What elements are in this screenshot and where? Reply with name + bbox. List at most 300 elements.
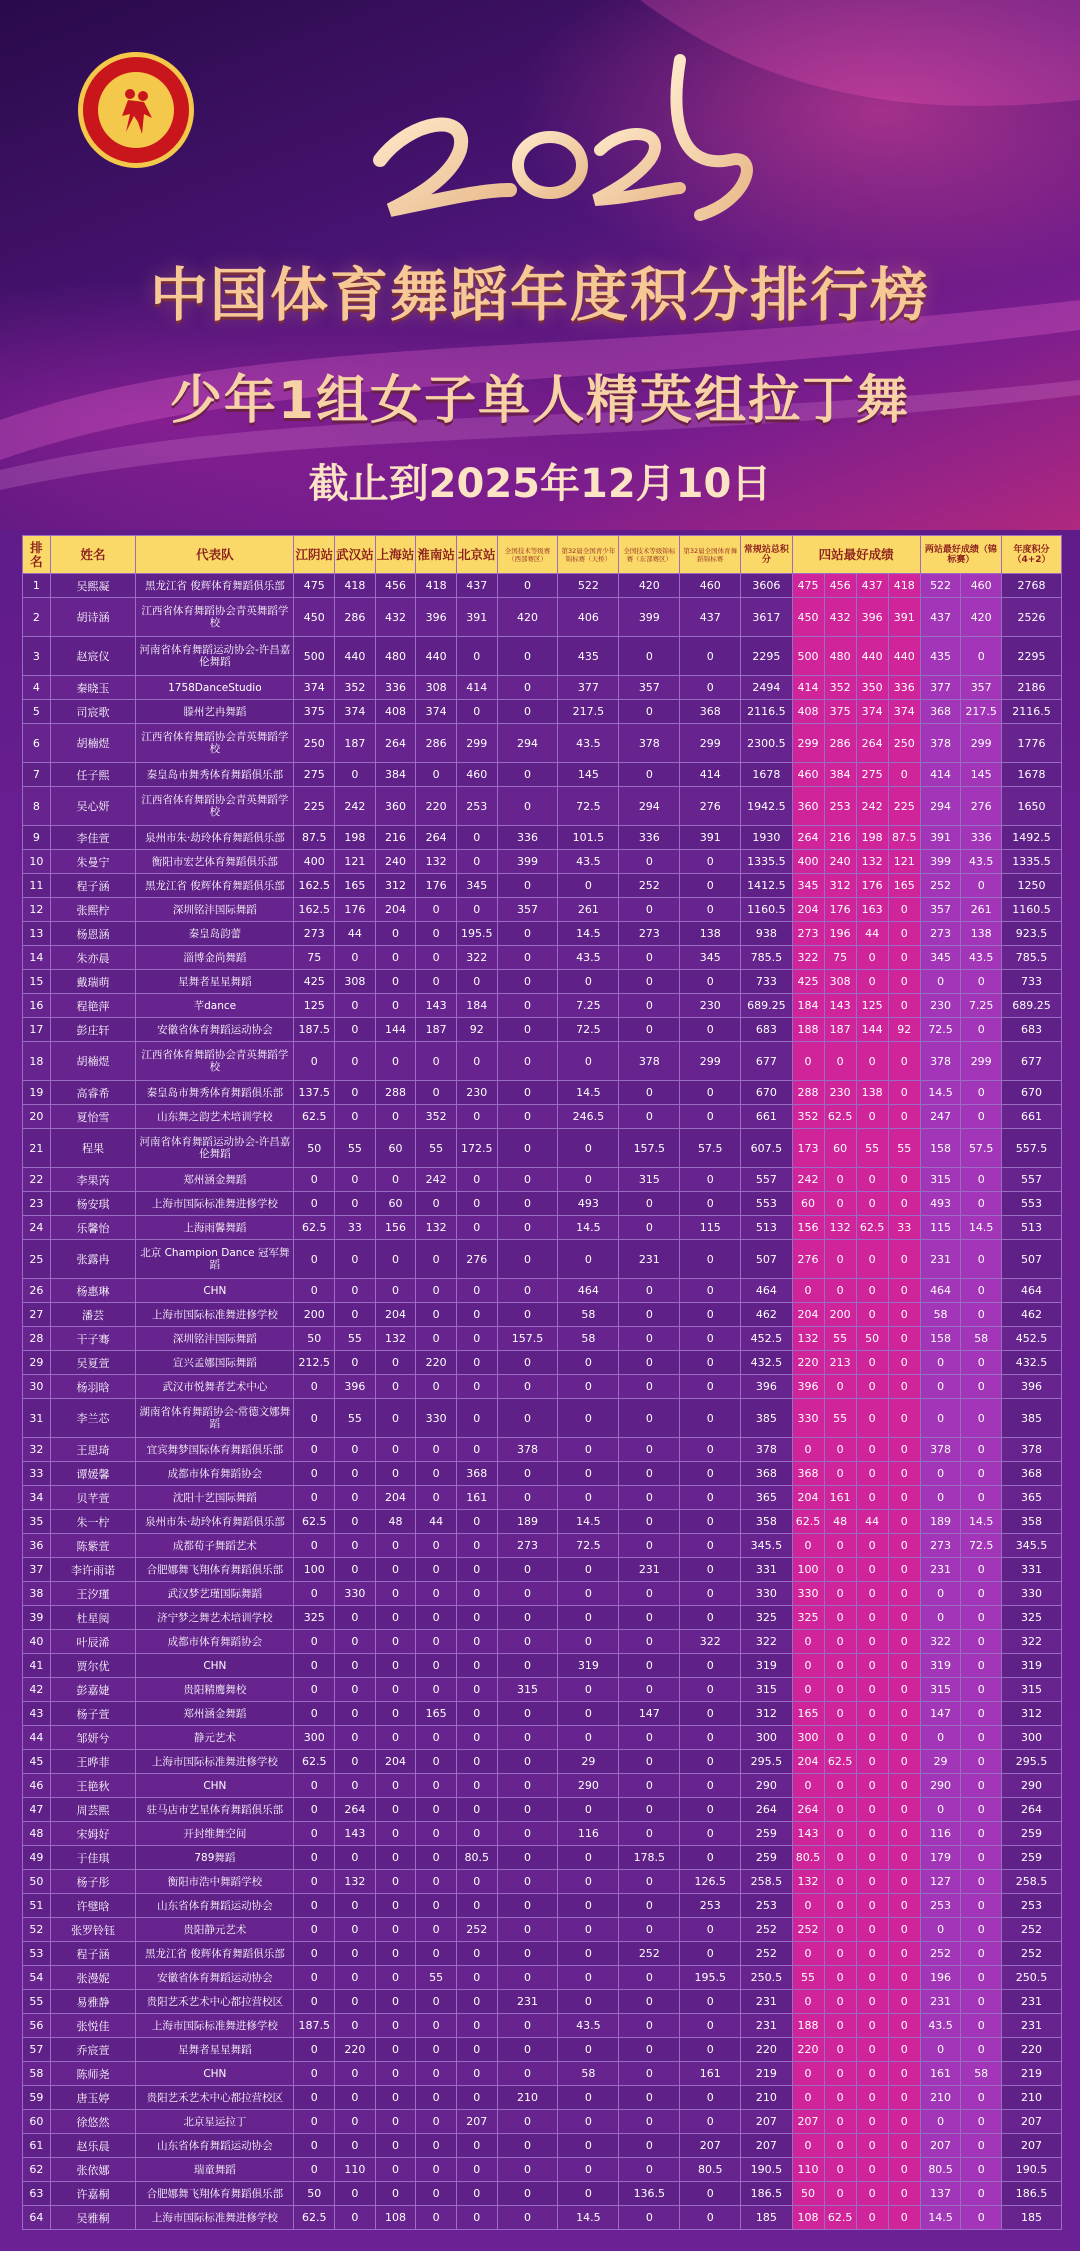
table-cell: 0 — [375, 1990, 416, 2014]
table-row — [23, 700, 1062, 724]
best-four-cell: 62.5 — [824, 1105, 856, 1129]
table-cell: 0 — [416, 1438, 457, 1462]
main-title: 中国体育舞蹈年度积分排行榜 — [149, 261, 930, 329]
table-cell: 0 — [680, 1726, 741, 1750]
table-cell: 0 — [416, 946, 457, 970]
best-four-cell: 60 — [792, 1192, 824, 1216]
best-four-cell: 0 — [792, 1990, 824, 2014]
best-four-cell: 0 — [888, 1630, 920, 1654]
table-cell: 0 — [497, 1462, 558, 1486]
best-four-cell: 0 — [824, 2134, 856, 2158]
table-cell: 2300.5 — [741, 724, 792, 763]
table-cell: 0 — [497, 1942, 558, 1966]
table-cell: 0 — [294, 1918, 335, 1942]
table-cell: 522 — [558, 574, 619, 598]
best-four-cell: 345 — [792, 874, 824, 898]
best-four-cell: 0 — [856, 1240, 888, 1279]
table-cell: 0 — [416, 1942, 457, 1966]
best-four-cell: 0 — [824, 1942, 856, 1966]
best-four-cell: 0 — [888, 1534, 920, 1558]
table-cell: 0 — [497, 1630, 558, 1654]
rank-cell: 27 — [23, 1303, 51, 1327]
best-four-cell: 204 — [792, 1750, 824, 1774]
table-row — [23, 1558, 1062, 1582]
best-four-cell: 440 — [856, 637, 888, 676]
table-cell: 0 — [294, 1846, 335, 1870]
team-cell: 上海市国际标准舞进修学校 — [136, 1192, 294, 1216]
table-cell: 176 — [416, 874, 457, 898]
table-cell: 480 — [375, 637, 416, 676]
table-cell: 0 — [335, 1303, 376, 1327]
table-cell: 0 — [456, 2086, 497, 2110]
table-cell: 0 — [619, 1375, 680, 1399]
best-two-cell: 357 — [920, 898, 961, 922]
best-two-cell: 0 — [961, 1081, 1002, 1105]
team-cell: CHN — [136, 2062, 294, 2086]
table-cell: 0 — [335, 1750, 376, 1774]
best-four-cell: 0 — [856, 2110, 888, 2134]
team-cell: CHN — [136, 1279, 294, 1303]
table-cell: 0 — [375, 1399, 416, 1438]
name-cell: 吴夏萱 — [50, 1351, 136, 1375]
best-two-cell: 252 — [920, 1942, 961, 1966]
table-cell: 14.5 — [558, 922, 619, 946]
best-four-cell: 264 — [792, 1798, 824, 1822]
table-cell: 0 — [497, 1726, 558, 1750]
table-cell: 0 — [335, 1774, 376, 1798]
best-two-cell: 0 — [961, 2110, 1002, 2134]
annual-score-cell: 378 — [1002, 1438, 1062, 1462]
table-cell: 336 — [619, 826, 680, 850]
table-cell: 0 — [497, 1654, 558, 1678]
best-four-cell: 230 — [824, 1081, 856, 1105]
team-cell: 芊dance — [136, 994, 294, 1018]
name-cell: 于佳琪 — [50, 1846, 136, 1870]
rank-cell: 19 — [23, 1081, 51, 1105]
annual-score-cell: 322 — [1002, 1630, 1062, 1654]
best-four-cell: 0 — [888, 1726, 920, 1750]
table-cell: 286 — [335, 598, 376, 637]
name-cell: 唐玉婷 — [50, 2086, 136, 2110]
table-cell: 7.25 — [558, 994, 619, 1018]
best-four-cell: 0 — [856, 1192, 888, 1216]
rank-cell: 34 — [23, 1486, 51, 1510]
table-cell: 276 — [680, 787, 741, 826]
best-two-cell: 161 — [920, 2062, 961, 2086]
table-cell: 0 — [294, 1486, 335, 1510]
best-four-cell: 204 — [792, 1303, 824, 1327]
annual-score-cell: 507 — [1002, 1240, 1062, 1279]
best-four-cell: 163 — [856, 898, 888, 922]
annual-score-cell: 462 — [1002, 1303, 1062, 1327]
table-cell: 374 — [335, 700, 376, 724]
table-cell: 352 — [335, 676, 376, 700]
best-four-cell: 0 — [856, 1678, 888, 1702]
table-row — [23, 1168, 1062, 1192]
table-cell: 157.5 — [497, 1327, 558, 1351]
annual-score-cell: 2295 — [1002, 637, 1062, 676]
table-row — [23, 676, 1062, 700]
rank-cell: 5 — [23, 700, 51, 724]
best-four-cell: 0 — [824, 1726, 856, 1750]
best-four-cell: 213 — [824, 1351, 856, 1375]
table-cell: 464 — [558, 1279, 619, 1303]
annual-score-cell: 253 — [1002, 1894, 1062, 1918]
annual-score-cell: 1492.5 — [1002, 826, 1062, 850]
table-cell: 0 — [497, 2134, 558, 2158]
table-cell: 0 — [375, 2086, 416, 2110]
best-two-cell: 315 — [920, 1678, 961, 1702]
table-cell: 0 — [294, 2134, 335, 2158]
table-cell: 345 — [456, 874, 497, 898]
table-cell: 0 — [456, 826, 497, 850]
annual-score-cell: 252 — [1002, 1918, 1062, 1942]
col-name: 姓名 — [50, 536, 136, 574]
best-four-cell: 0 — [888, 1942, 920, 1966]
best-four-cell: 0 — [824, 2062, 856, 2086]
team-cell: 秦皇岛市舞秀体育舞蹈俱乐部 — [136, 763, 294, 787]
team-cell: 北京 Champion Dance 冠军舞蹈 — [136, 1240, 294, 1279]
table-cell: 408 — [375, 700, 416, 724]
team-cell: 衡阳市浩中舞蹈学校 — [136, 1870, 294, 1894]
name-cell: 徐悠然 — [50, 2110, 136, 2134]
best-two-cell: 231 — [920, 1240, 961, 1279]
table-cell: 0 — [375, 1351, 416, 1375]
best-two-cell: 391 — [920, 826, 961, 850]
best-four-cell: 308 — [824, 970, 856, 994]
best-four-cell: 0 — [856, 1774, 888, 1798]
best-four-cell: 0 — [824, 1774, 856, 1798]
best-two-cell: 0 — [961, 2014, 1002, 2038]
best-four-cell: 0 — [856, 1702, 888, 1726]
table-cell: 185 — [741, 2206, 792, 2230]
best-four-cell: 368 — [792, 1462, 824, 1486]
table-cell: 186.5 — [741, 2182, 792, 2206]
best-four-cell: 138 — [856, 1081, 888, 1105]
table-cell: 0 — [456, 1798, 497, 1822]
table-cell: 0 — [619, 1399, 680, 1438]
table-row — [23, 574, 1062, 598]
table-cell: 435 — [558, 637, 619, 676]
table-cell: 207 — [456, 2110, 497, 2134]
table-cell: 55 — [416, 1129, 457, 1168]
table-cell: 312 — [741, 1702, 792, 1726]
table-cell: 0 — [294, 2158, 335, 2182]
rank-cell: 43 — [23, 1702, 51, 1726]
best-four-cell: 0 — [856, 1042, 888, 1081]
table-cell: 0 — [335, 2134, 376, 2158]
table-cell: 0 — [375, 1846, 416, 1870]
best-four-cell: 0 — [856, 970, 888, 994]
table-cell: 0 — [335, 946, 376, 970]
team-cell: 沈阳十艺国际舞蹈 — [136, 1486, 294, 1510]
table-cell: 0 — [416, 2110, 457, 2134]
table-cell: 0 — [375, 2038, 416, 2062]
table-cell: 212.5 — [294, 1351, 335, 1375]
table-cell: 0 — [456, 970, 497, 994]
table-row — [23, 2158, 1062, 2182]
table-cell: 0 — [294, 1438, 335, 1462]
team-cell: 成都市体育舞蹈协会 — [136, 1630, 294, 1654]
table-row — [23, 994, 1062, 1018]
best-two-cell: 0 — [961, 1279, 1002, 1303]
best-four-cell: 200 — [824, 1303, 856, 1327]
table-cell: 0 — [416, 2182, 457, 2206]
table-cell: 0 — [680, 1279, 741, 1303]
best-four-cell: 384 — [824, 763, 856, 787]
table-cell: 661 — [741, 1105, 792, 1129]
best-two-cell: 0 — [920, 1606, 961, 1630]
table-cell: 0 — [680, 1702, 741, 1726]
table-cell: 0 — [680, 1486, 741, 1510]
table-cell: 29 — [558, 1750, 619, 1774]
table-cell: 0 — [680, 1510, 741, 1534]
table-cell: 452.5 — [741, 1327, 792, 1351]
team-cell: 贵阳精鹰舞校 — [136, 1678, 294, 1702]
best-four-cell: 0 — [824, 1042, 856, 1081]
table-cell: 216 — [375, 826, 416, 850]
best-two-cell: 0 — [961, 1942, 1002, 1966]
best-four-cell: 0 — [824, 1582, 856, 1606]
table-cell: 0 — [375, 2158, 416, 2182]
table-cell: 308 — [416, 676, 457, 700]
table-cell: 0 — [619, 1462, 680, 1486]
table-cell: 0 — [680, 1534, 741, 1558]
table-cell: 0 — [680, 1678, 741, 1702]
table-cell: 378 — [741, 1438, 792, 1462]
team-cell: 山东省体育舞蹈运动协会 — [136, 2134, 294, 2158]
table-cell: 336 — [497, 826, 558, 850]
table-cell: 0 — [456, 1582, 497, 1606]
best-four-cell: 0 — [856, 2134, 888, 2158]
table-row — [23, 1375, 1062, 1399]
table-cell: 0 — [416, 1750, 457, 1774]
table-cell: 0 — [497, 1486, 558, 1510]
table-cell: 0 — [680, 1240, 741, 1279]
table-cell: 252 — [619, 1942, 680, 1966]
table-cell: 207 — [741, 2110, 792, 2134]
table-cell: 0 — [619, 1486, 680, 1510]
best-four-cell: 440 — [888, 637, 920, 676]
name-cell: 陈师尧 — [50, 2062, 136, 2086]
table-row — [23, 826, 1062, 850]
table-cell: 0 — [619, 1990, 680, 2014]
best-two-cell: 437 — [920, 598, 961, 637]
table-cell: 0 — [619, 1327, 680, 1351]
table-cell: 553 — [741, 1192, 792, 1216]
table-cell: 246.5 — [558, 1105, 619, 1129]
rank-cell: 45 — [23, 1750, 51, 1774]
best-four-cell: 0 — [856, 1918, 888, 1942]
table-cell: 62.5 — [294, 1750, 335, 1774]
table-cell: 308 — [335, 970, 376, 994]
name-cell: 赵乐晨 — [50, 2134, 136, 2158]
rank-cell: 53 — [23, 1942, 51, 1966]
table-cell: 0 — [619, 637, 680, 676]
best-four-cell: 108 — [792, 2206, 824, 2230]
association-logo — [78, 52, 194, 168]
best-four-cell: 100 — [792, 1558, 824, 1582]
best-two-cell: 0 — [961, 1966, 1002, 1990]
best-four-cell: 0 — [856, 1438, 888, 1462]
best-four-cell: 176 — [856, 874, 888, 898]
table-cell: 0 — [335, 1918, 376, 1942]
table-cell: 231 — [741, 1990, 792, 2014]
table-cell: 432 — [375, 598, 416, 637]
annual-score-cell: 2526 — [1002, 598, 1062, 637]
table-cell: 55 — [335, 1129, 376, 1168]
table-row — [23, 2086, 1062, 2110]
best-four-cell: 0 — [824, 1279, 856, 1303]
name-cell: 谭媛馨 — [50, 1462, 136, 1486]
annual-score-cell: 452.5 — [1002, 1327, 1062, 1351]
col-youth-championship: 第32届全国青少年锦标赛（天桥） — [558, 536, 619, 574]
name-cell: 许嘉桐 — [50, 2182, 136, 2206]
best-four-cell: 0 — [792, 2086, 824, 2110]
ranking-table-container — [22, 535, 1062, 2230]
col-shanghai: 上海站 — [375, 536, 416, 574]
table-cell: 220 — [416, 787, 457, 826]
best-four-cell: 0 — [792, 1654, 824, 1678]
best-four-cell: 0 — [888, 1894, 920, 1918]
table-cell: 60 — [375, 1129, 416, 1168]
table-cell: 460 — [680, 574, 741, 598]
table-cell: 75 — [294, 946, 335, 970]
table-cell: 0 — [619, 2038, 680, 2062]
annual-score-cell: 231 — [1002, 2014, 1062, 2038]
table-cell: 374 — [294, 676, 335, 700]
best-two-cell: 322 — [920, 1630, 961, 1654]
table-cell: 0 — [456, 1702, 497, 1726]
table-cell: 330 — [741, 1582, 792, 1606]
best-two-cell: 420 — [961, 598, 1002, 637]
table-cell: 264 — [335, 1798, 376, 1822]
rank-cell: 9 — [23, 826, 51, 850]
table-cell: 0 — [416, 2014, 457, 2038]
table-row — [23, 1750, 1062, 1774]
table-cell: 391 — [456, 598, 497, 637]
table-cell: 0 — [335, 1654, 376, 1678]
best-two-cell: 252 — [920, 874, 961, 898]
best-four-cell: 0 — [824, 1894, 856, 1918]
team-cell: 济宁梦之舞艺术培训学校 — [136, 1606, 294, 1630]
best-four-cell: 0 — [856, 1462, 888, 1486]
table-cell: 0 — [680, 1303, 741, 1327]
name-cell: 程子涵 — [50, 1942, 136, 1966]
team-cell: 合肥娜舞飞翔体育舞蹈俱乐部 — [136, 1558, 294, 1582]
team-cell: 宜宾舞梦国际体育舞蹈俱乐部 — [136, 1438, 294, 1462]
table-cell: 352 — [416, 1105, 457, 1129]
table-cell: 414 — [456, 676, 497, 700]
rank-cell: 50 — [23, 1870, 51, 1894]
table-cell: 55 — [335, 1327, 376, 1351]
best-four-cell: 92 — [888, 1018, 920, 1042]
best-four-cell: 480 — [824, 637, 856, 676]
table-cell: 0 — [375, 1582, 416, 1606]
best-four-cell: 0 — [792, 1894, 824, 1918]
best-four-cell: 225 — [888, 787, 920, 826]
table-cell: 0 — [619, 1192, 680, 1216]
table-cell: 0 — [335, 2062, 376, 2086]
table-row — [23, 1606, 1062, 1630]
name-cell: 胡楠煜 — [50, 1042, 136, 1081]
annual-score-cell: 231 — [1002, 1990, 1062, 2014]
best-four-cell: 456 — [824, 574, 856, 598]
name-cell: 吴心妍 — [50, 787, 136, 826]
table-cell: 0 — [456, 1042, 497, 1081]
table-cell: 0 — [375, 1606, 416, 1630]
table-cell: 0 — [335, 1942, 376, 1966]
best-two-cell: 14.5 — [961, 1510, 1002, 1534]
table-row — [23, 1240, 1062, 1279]
table-cell: 0 — [456, 1534, 497, 1558]
best-four-cell: 0 — [888, 1798, 920, 1822]
col-western-grade: 全国技术等级赛（西部赛区） — [497, 536, 558, 574]
rank-cell: 56 — [23, 2014, 51, 2038]
annual-score-cell: 185 — [1002, 2206, 1062, 2230]
table-cell: 0 — [558, 2158, 619, 2182]
table-cell: 493 — [558, 1192, 619, 1216]
table-cell: 0 — [619, 1630, 680, 1654]
table-cell: 0 — [456, 1327, 497, 1351]
best-four-cell: 396 — [856, 598, 888, 637]
table-row — [23, 763, 1062, 787]
table-cell: 0 — [497, 2110, 558, 2134]
table-cell: 0 — [558, 1129, 619, 1168]
table-cell: 1942.5 — [741, 787, 792, 826]
table-cell: 0 — [375, 2014, 416, 2038]
table-cell: 252 — [456, 1918, 497, 1942]
table-row — [23, 2062, 1062, 2086]
best-two-cell: 58 — [961, 1327, 1002, 1351]
table-cell: 358 — [741, 1510, 792, 1534]
best-two-cell: 253 — [920, 1894, 961, 1918]
table-cell: 0 — [335, 1894, 376, 1918]
best-four-cell: 0 — [824, 1375, 856, 1399]
best-four-cell: 0 — [888, 1351, 920, 1375]
best-four-cell: 55 — [824, 1399, 856, 1438]
best-four-cell: 0 — [824, 2110, 856, 2134]
table-cell: 322 — [741, 1630, 792, 1654]
table-cell: 0 — [456, 1168, 497, 1192]
ranking-table — [22, 535, 1062, 2230]
table-cell: 0 — [456, 1216, 497, 1240]
table-cell: 58 — [558, 2062, 619, 2086]
name-cell: 吴熙凝 — [50, 574, 136, 598]
best-four-cell: 0 — [888, 1678, 920, 1702]
table-cell: 0 — [619, 2014, 680, 2038]
table-cell: 258.5 — [741, 1870, 792, 1894]
table-cell: 101.5 — [558, 826, 619, 850]
table-cell: 0 — [558, 1582, 619, 1606]
table-cell: 0 — [619, 1279, 680, 1303]
team-cell: 开封维舞空间 — [136, 1822, 294, 1846]
table-cell: 204 — [375, 1750, 416, 1774]
table-cell: 0 — [619, 1894, 680, 1918]
table-cell: 513 — [741, 1216, 792, 1240]
best-two-cell: 0 — [961, 1240, 1002, 1279]
best-four-cell: 0 — [824, 1534, 856, 1558]
table-cell: 0 — [680, 1822, 741, 1846]
table-cell: 0 — [456, 1510, 497, 1534]
table-cell: 0 — [680, 2110, 741, 2134]
best-four-cell: 0 — [888, 2206, 920, 2230]
best-two-cell: 0 — [961, 1192, 1002, 1216]
best-two-cell: 319 — [920, 1654, 961, 1678]
table-cell: 0 — [497, 1192, 558, 1216]
table-cell: 0 — [497, 1018, 558, 1042]
table-cell: 3606 — [741, 574, 792, 598]
